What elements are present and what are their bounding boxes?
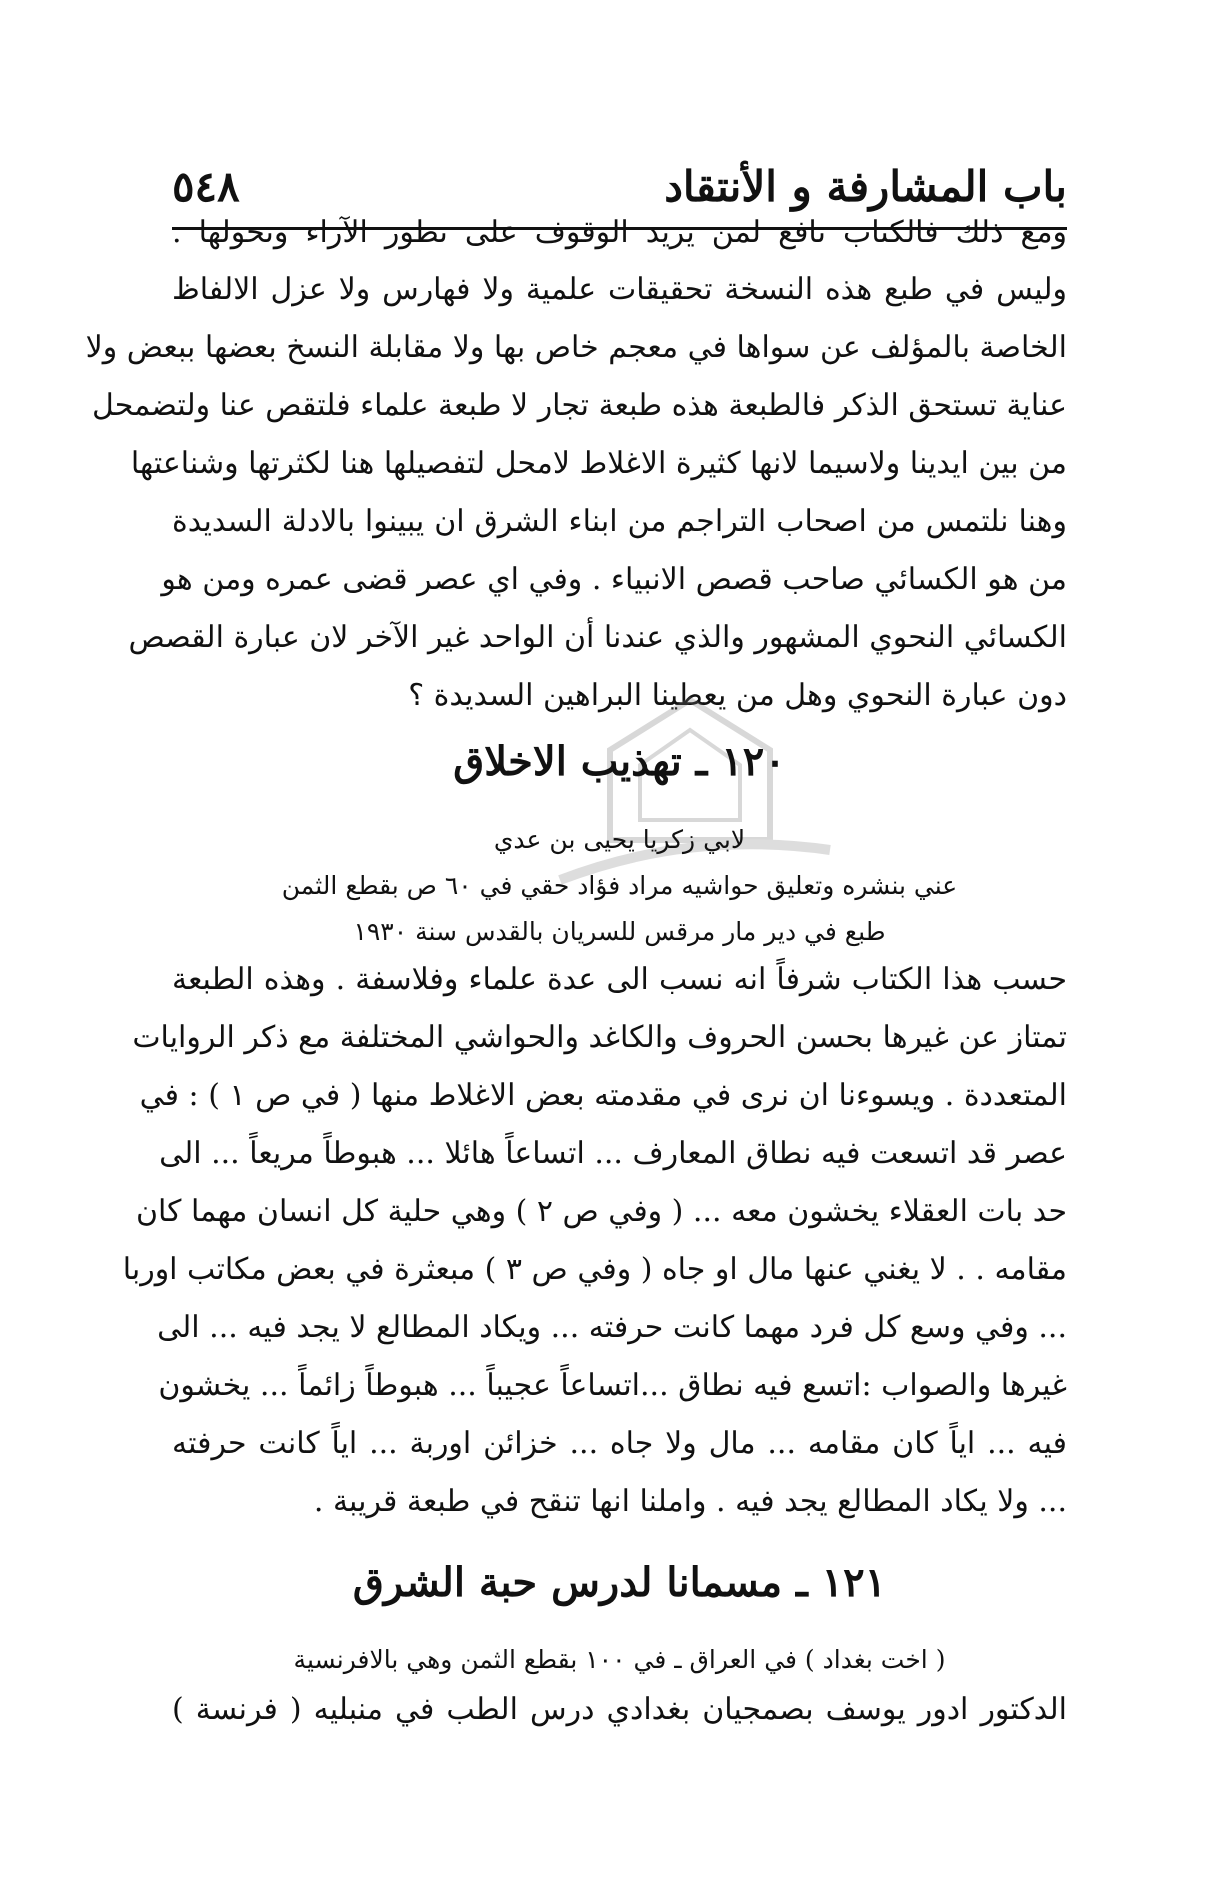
text-line: وليس في طبع هذه النسخة تحقيقات علمية ولا فهارس ولا عزل الالفاظ xyxy=(172,272,1067,307)
text-line: ... ولا يكاد المطالع يجد فيه . واملنا انها تنقح في طبعة قريبة . xyxy=(313,1484,1067,1519)
text-line: عناية تستحق الذكر فالطبعة هذه طبعة تجار لا طبعة علماء فلتقص عنا ولتضمحل xyxy=(91,388,1067,423)
text-line: وهنا نلتمس من اصحاب التراجم من ابناء الشرق ان يبينوا بالادلة السديدة xyxy=(172,504,1067,539)
text-line: الخاصة بالمؤلف عن سواها في معجم خاص بها ولا مقابلة النسخ بعضها ببعض ولا xyxy=(85,330,1067,365)
book-note: ( اخت بغداد ) في العراق ـ في ١٠٠ بقطع الثمن وهي بالافرنسية xyxy=(293,1645,946,1674)
text-line: من هو الكسائي صاحب قصص الانبياء . وفي اي عصر قضى عمره ومن هو xyxy=(161,562,1067,597)
text-line: ومع ذلك فالكتاب نافع لمن يريد الوقوف على تطور الآراء وتحولها . xyxy=(172,215,1067,250)
section-title-121: ١٢١ ـ مسمانا لدرس حبة الشرق xyxy=(352,1559,887,1606)
edition-note: عني بنشره وتعليق حواشيه مراد فؤاد حقي في ٦٠ ص بقطع الثمن xyxy=(281,871,958,900)
text-line: مقامه . . لا يغني عنها مال او جاه ( وفي ص ٣ ) مبعثرة في بعض مكاتب اوربا xyxy=(122,1252,1067,1287)
text-line: حسب هذا الكتاب شرفاً انه نسب الى عدة علماء وفلاسفة . وهذه الطبعة xyxy=(172,962,1067,997)
text-line: حد بات العقلاء يخشون معه ... ( وفي ص ٢ ) وهي حلية كل انسان مهما كان xyxy=(136,1194,1067,1229)
text-line: فيه ... اياً كان مقامه ... مال ولا جاه ... خزائن اوربة ... اياً كانت حرفته xyxy=(172,1426,1067,1461)
text-line: ... وفي وسع كل فرد مهما كانت حرفته ... ويكاد المطالع لا يجد فيه ... الى xyxy=(157,1310,1067,1345)
text-line: المتعددة . ويسوءنا ان نرى في مقدمته بعض الاغلاط منها ( في ص ١ ) : في xyxy=(139,1078,1067,1113)
section-title-120: ١٢٠ ـ تهذيب الاخلاق xyxy=(453,738,786,785)
print-note: طبع في دير مار مرقس للسريان بالقدس سنة ١٩٣٠ xyxy=(353,917,886,946)
text-line: من بين ايدينا ولاسيما لانها كثيرة الاغلاط لامحل لتفصيلها هنا لكثرتها وشناعتها xyxy=(130,446,1067,481)
text-line: الدكتور ادور يوسف بصمجيان بغدادي درس الطب في منبليه ( فرنسة ) xyxy=(172,1692,1067,1727)
text-line: الكسائي النحوي المشهور والذي عندنا أن الواحد غير الآخر لان عبارة القصص xyxy=(128,620,1067,655)
running-title: باب المشارفة و الأنتقاد xyxy=(664,161,1067,211)
text-line: دون عبارة النحوي وهل من يعطينا البراهين السديدة ؟ xyxy=(408,678,1067,713)
book-author: لابي زكريا يحيى بن عدي xyxy=(493,825,746,854)
text-line: عصر قد اتسعت فيه نطاق المعارف ... اتساعاً هائلا ... هبوطاً مريعاً ... الى xyxy=(159,1136,1067,1171)
text-line: غيرها والصواب :اتسع فيه نطاق ...اتساعاً عجيباً ... هبوطاً زائماً ... يخشون xyxy=(158,1368,1067,1403)
text-line: تمتاز عن غيرها بحسن الحروف والكاغد والحواشي المختلفة مع ذكر الروايات xyxy=(132,1020,1067,1055)
page-number: ٥٤٨ xyxy=(172,161,240,211)
